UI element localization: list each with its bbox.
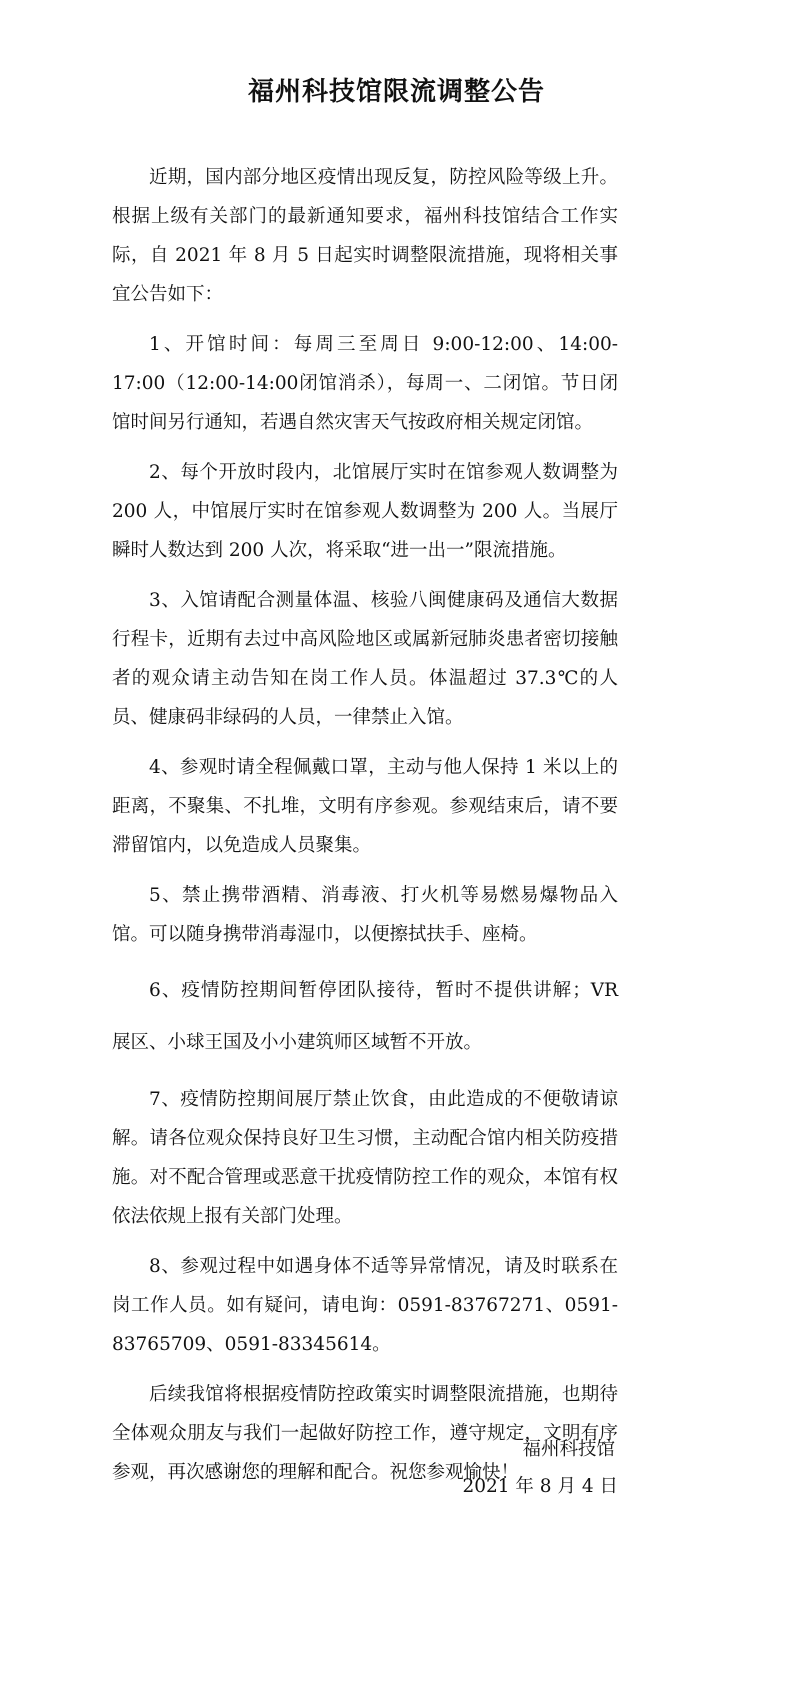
signature-date: 2021 年 8 月 4 日 xyxy=(462,1476,618,1497)
item-paragraph-8: 8、参观过程中如遇身体不适等异常情况，请及时联系在岗工作人员。如有疑问，请电询：0591-83767271、0591-83765709、0591-83345614。 xyxy=(112,1256,618,1355)
item-paragraph-2: 2、每个开放时段内，北馆展厅实时在馆参观人数调整为 200 人，中馆展厅实时在馆参观人数调整为 200 人。当展厅瞬时人数达到 200 人次，将采取“进一出一”限流措施。 xyxy=(112,462,618,561)
item-paragraph-4: 4、参观时请全程佩戴口罩，主动与他人保持 1 米以上的距离，不聚集、不扎堆，文明有序参观。参观结束后，请不要滞留馆内，以免造成人员聚集。 xyxy=(112,757,618,856)
document-title: 福州科技馆限流调整公告 xyxy=(247,77,545,107)
closing-paragraph: 后续我馆将根据疫情防控政策实时调整限流措施，也期待全体观众朋友与我们一起做好防控工作，遵守规定，文明有序参观，再次感谢您的理解和配合。祝您参观愉快！ xyxy=(112,1384,618,1483)
item-paragraph-5: 5、禁止携带酒精、消毒液、打火机等易燃易爆物品入馆。可以随身携带消毒湿巾，以便擦拭扶手、座椅。 xyxy=(112,885,618,945)
item-paragraph-6: 6、疫情防控期间暂停团队接待，暂时不提供讲解；VR 展区、小球王国及小小建筑师区域暂不开放。 xyxy=(112,980,618,1053)
item-paragraph-1: 1、开馆时间：每周三至周日 9:00-12:00、14:00-17:00（12:00-14:00闭馆消杀），每周一、二闭馆。节日闭馆时间另行通知，若遇自然灾害天气按政府相关规定闭馆。 xyxy=(112,334,618,433)
intro-paragraph: 近期，国内部分地区疫情出现反复，防控风险等级上升。根据上级有关部门的最新通知要求，福州科技馆结合工作实际，自 2021 年 8 月 5 日起实时调整限流措施，现将相关事宜公告如下： xyxy=(112,167,618,305)
signature-organization: 福州科技馆 xyxy=(522,1439,615,1460)
notice-body xyxy=(112,158,618,1492)
item-paragraph-3: 3、入馆请配合测量体温、核验八闽健康码及通信大数据行程卡，近期有去过中高风险地区或属新冠肺炎患者密切接触者的观众请主动告知在岗工作人员。体温超过 37.3℃的人员、健康码非绿码的人员，一律禁止入馆。 xyxy=(112,590,618,728)
item-paragraph-7: 7、疫情防控期间展厅禁止饮食，由此造成的不便敬请谅解。请各位观众保持良好卫生习惯，主动配合馆内相关防疫措施。对不配合管理或恶意干扰疫情防控工作的观众，本馆有权依法依规上报有关部门处理。 xyxy=(112,1089,618,1227)
